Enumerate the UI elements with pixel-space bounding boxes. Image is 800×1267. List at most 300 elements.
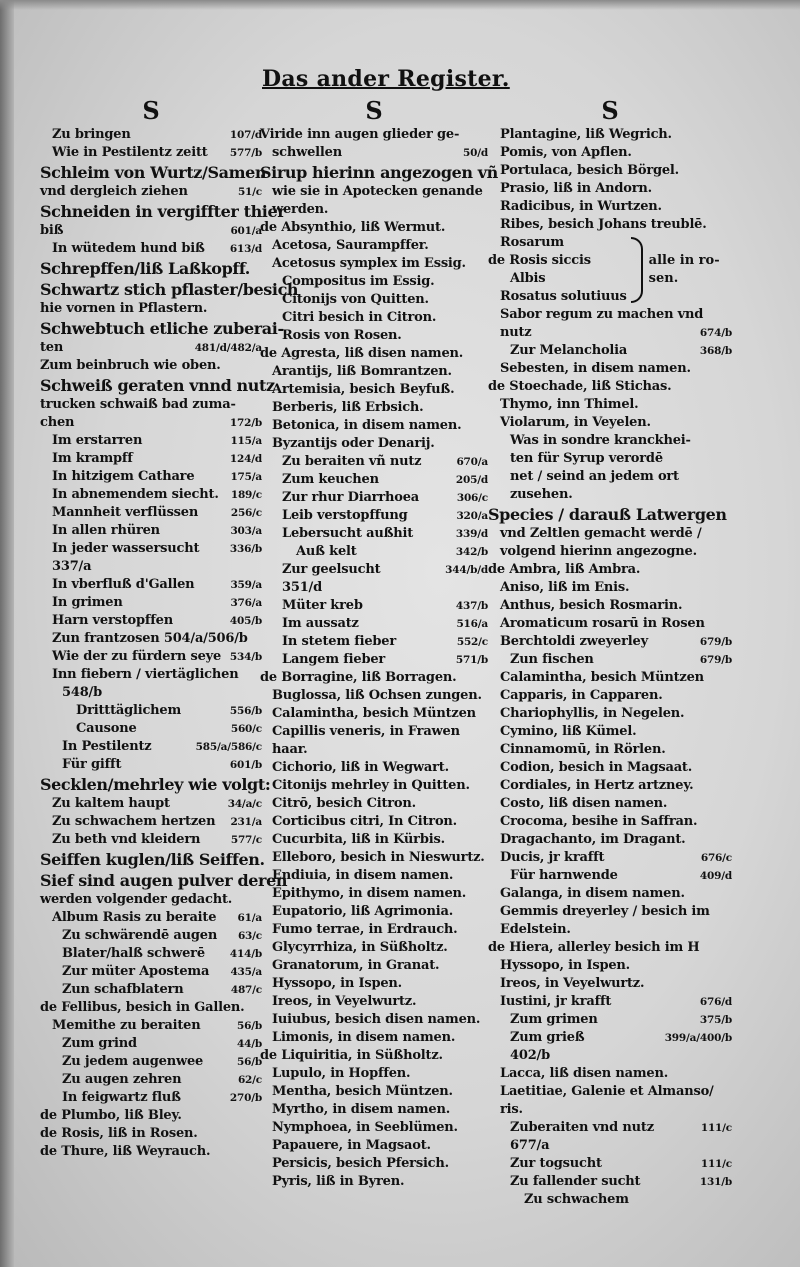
page-reference: 577/c	[230, 834, 262, 846]
entry-text: Zun fischen	[510, 652, 594, 667]
entry-text: Für gifft	[62, 757, 122, 772]
column-letter-heading: S	[142, 96, 160, 125]
index-entry	[488, 1029, 732, 1047]
index-entry	[40, 981, 262, 999]
entry-text: Im erstarren	[52, 433, 143, 448]
entry-text: Ribes, besich Johans treublē.	[500, 217, 707, 232]
index-entry	[260, 1047, 488, 1065]
entry-text: Inn fiebern / viertäglichen	[52, 667, 239, 682]
entry-text: Im krampff	[52, 451, 133, 466]
entry-text: Byzantijs oder Denarij.	[272, 436, 435, 451]
index-entry	[488, 777, 732, 795]
entry-text: chen	[40, 415, 75, 430]
entry-text: Arantijs, liß Bomrantzen.	[272, 364, 452, 379]
index-entry	[40, 486, 262, 504]
index-entry	[260, 993, 488, 1011]
index-entry	[40, 756, 262, 774]
entry-text: Laetitiae, Galenie et Almanso/	[500, 1084, 714, 1099]
index-entry	[488, 957, 732, 975]
entry-text: In jeder wassersucht	[52, 541, 200, 556]
index-entry	[260, 759, 488, 777]
index-entry	[40, 318, 284, 339]
page-top-shadow	[0, 0, 800, 10]
index-entry	[488, 741, 732, 759]
index-entry	[40, 612, 262, 630]
entry-text: Radicibus, in Wurtzen.	[500, 199, 662, 214]
index-entry	[40, 1107, 262, 1125]
page-reference: 571/b	[455, 654, 488, 666]
entry-text: Calamintha, besich Müntzen	[272, 706, 476, 721]
index-entry	[488, 396, 732, 414]
entry-text: Zu schwachem hertzen	[52, 814, 216, 829]
entry-text: Secklen/mehrley wie volgt:	[40, 775, 271, 794]
index-entry	[260, 849, 488, 867]
entry-text: Zur geelsucht	[282, 562, 381, 577]
index-entry	[40, 648, 262, 666]
entry-text: de Ambra, liß Ambra.	[488, 562, 641, 577]
index-entry	[260, 1137, 488, 1155]
page-reference: 516/a	[456, 618, 488, 630]
index-entry	[40, 144, 262, 162]
entry-text: Zum grieß	[510, 1030, 585, 1045]
index-entry	[488, 324, 732, 342]
entry-text: Zu schwachem	[524, 1192, 629, 1207]
entry-text: Acetosus symplex im Essig.	[272, 256, 466, 271]
entry-text: Portulaca, besich Börgel.	[500, 163, 679, 178]
entry-text: Schwartz stich pflaster/besich	[40, 280, 299, 299]
entry-text: 351/d	[282, 580, 322, 595]
index-entry	[488, 1173, 732, 1191]
index-entry	[40, 1017, 262, 1035]
entry-text: de Fellibus, besich in Gallen.	[40, 1000, 245, 1015]
entry-text: Iustini, jr krafft	[500, 994, 612, 1009]
page-reference: 61/a	[237, 912, 262, 924]
page-reference: 189/c	[230, 489, 262, 501]
index-entry	[488, 615, 732, 633]
page-reference: 111/c	[700, 1122, 732, 1134]
entry-text: Zu beth vnd kleidern	[52, 832, 201, 847]
entry-text: Pomis, von Apflen.	[500, 145, 632, 160]
entry-text: Corticibus citri, In Citron.	[272, 814, 457, 829]
index-entry	[488, 867, 732, 885]
entry-text: 548/b	[62, 685, 102, 700]
entry-text: Berberis, liß Erbsich.	[272, 400, 424, 415]
rosis-brace-group	[488, 234, 732, 306]
index-entry	[488, 723, 732, 741]
page-reference: 409/d	[699, 870, 732, 882]
index-entry	[260, 219, 488, 237]
entry-text: Zur rhur Diarrhoea	[282, 490, 419, 505]
page-reference: 56/b	[237, 1020, 262, 1032]
entry-text: Memithe zu beraiten	[52, 1018, 201, 1033]
brace-label	[649, 234, 720, 306]
index-entry	[260, 885, 488, 903]
page-reference: 670/a	[456, 456, 488, 468]
entry-text: de Hiera, allerley besich im H	[488, 940, 700, 955]
index-entry	[260, 975, 488, 993]
entry-text: Calamintha, besich Müntzen	[500, 670, 704, 685]
index-entry	[40, 540, 262, 558]
index-entry	[40, 630, 262, 648]
index-entry	[260, 795, 488, 813]
index-entry	[40, 999, 262, 1017]
entry-text: Blater/halß schwerē	[62, 946, 205, 961]
index-entry	[488, 921, 732, 939]
page-reference: 560/c	[230, 723, 262, 735]
index-entry	[40, 300, 262, 318]
index-entry	[488, 831, 732, 849]
index-entry	[260, 345, 488, 363]
entry-text: vnd dergleich ziehen	[40, 184, 188, 199]
index-entry	[488, 1083, 732, 1101]
index-entry	[260, 687, 488, 705]
index-entry	[40, 375, 275, 396]
page-reference: 405/b	[229, 615, 262, 627]
index-entry	[488, 486, 732, 504]
index-entry	[488, 795, 732, 813]
entry-text: nutz	[500, 325, 532, 340]
entry-text: Lupulo, in Hopffen.	[272, 1066, 411, 1081]
page-reference: 342/b	[455, 546, 488, 558]
index-entry	[488, 1065, 732, 1083]
entry-text: Persicis, besich Pfersich.	[272, 1156, 449, 1171]
index-entry	[488, 597, 732, 615]
index-entry	[40, 594, 262, 612]
index-entry	[488, 432, 732, 450]
entry-text: de Rosis, liß in Rosen.	[40, 1126, 198, 1141]
entry-text: Iuiubus, besich disen namen.	[272, 1012, 481, 1027]
entry-text: Hyssopo, in Ispen.	[272, 976, 403, 991]
entry-text: Dritttäglichem	[76, 703, 182, 718]
index-entry	[488, 1155, 732, 1173]
entry-text: Anthus, besich Rosmarin.	[500, 598, 683, 613]
entry-text: Species / darauß Latwergen	[488, 505, 727, 524]
page-reference: 359/a	[230, 579, 262, 591]
index-entry	[260, 417, 488, 435]
index-entry	[40, 258, 262, 279]
index-entry	[260, 561, 488, 579]
page-reference: 601/b	[229, 759, 262, 771]
index-entry	[260, 237, 488, 255]
index-entry	[40, 183, 262, 201]
entry-text: Zu fallender sucht	[510, 1174, 641, 1189]
entry-text: de Agresta, liß disen namen.	[260, 346, 464, 361]
entry-text: Endiuia, in disem namen.	[272, 868, 454, 883]
index-entry	[260, 471, 488, 489]
entry-text: 337/a	[52, 559, 92, 574]
entry-text: biß	[40, 223, 64, 238]
entry-text: Acetosa, Saurampffer.	[272, 238, 429, 253]
index-entry	[488, 525, 732, 543]
index-entry	[260, 291, 488, 309]
index-entry	[40, 738, 262, 756]
entry-text: Zu schwärendē augen	[62, 928, 218, 943]
index-entry	[260, 363, 488, 381]
entry-text: Sief sind augen pulver deren	[40, 871, 288, 890]
index-entry	[40, 813, 262, 831]
entry-text: Schneiden in vergiffter thier	[40, 202, 286, 221]
index-entry	[260, 741, 488, 759]
index-entry	[40, 963, 262, 981]
entry-text: Citonijs von Quitten.	[282, 292, 429, 307]
page-reference: 131/b	[699, 1176, 732, 1188]
page-reference: 111/c	[700, 1158, 732, 1170]
index-entry	[40, 849, 265, 870]
page-reference: 303/a	[230, 525, 262, 537]
index-entry	[260, 579, 488, 597]
index-entry	[488, 903, 732, 921]
entry-text: Zur müter Apostema	[62, 964, 210, 979]
index-entry	[40, 396, 262, 414]
entry-text: Costo, liß disen namen.	[500, 796, 668, 811]
entry-text: Berchtoldi zweyerley	[500, 634, 648, 649]
entry-text: Harn verstopffen	[52, 613, 173, 628]
index-entry	[260, 255, 488, 273]
index-entry	[260, 273, 488, 291]
entry-text: Glycyrrhiza, in Süßholtz.	[272, 940, 448, 955]
index-entry	[40, 1071, 262, 1089]
entry-text: Plantagine, liß Wegrich.	[500, 127, 672, 142]
entry-text: Zur togsucht	[510, 1156, 602, 1171]
entry-text: Cymino, liß Kümel.	[500, 724, 637, 739]
entry-text: schwellen	[272, 145, 342, 160]
index-entry	[260, 183, 488, 201]
page-reference: 344/b/d	[445, 564, 488, 576]
index-entry	[260, 162, 498, 183]
entry-text: Lebersucht außhit	[282, 526, 414, 541]
index-entry	[488, 1191, 732, 1209]
entry-text: In vberfluß d'Gallen	[52, 577, 195, 592]
index-entry	[260, 597, 488, 615]
entry-text: Prasio, liß in Andorn.	[500, 181, 652, 196]
index-entry	[260, 1011, 488, 1029]
page-reference: 399/a/400/b	[664, 1032, 732, 1044]
index-entry	[488, 414, 732, 432]
entry-text: Leib verstopffung	[282, 508, 408, 523]
page-reference: 437/b	[455, 600, 488, 612]
index-entry	[488, 306, 732, 324]
index-entry	[40, 414, 262, 432]
page-reference: 368/b	[699, 345, 732, 357]
entry-text: Seiffen kuglen/liß Seiffen.	[40, 850, 265, 869]
index-entry	[488, 705, 732, 723]
index-entry	[488, 126, 732, 144]
entry-text: Zu kaltem haupt	[52, 796, 170, 811]
entry-text: werden volgender gedacht.	[40, 892, 233, 907]
entry-text: Zum beinbruch wie oben.	[40, 358, 221, 373]
entry-text: Fumo terrae, in Erdrauch.	[272, 922, 458, 937]
page-reference: 481/d/482/a	[194, 342, 262, 354]
page-reference: 679/b	[699, 636, 732, 648]
entry-text: Zu beraiten vñ nutz	[282, 454, 422, 469]
page-reference: 534/b	[229, 651, 262, 663]
index-entry	[40, 576, 262, 594]
index-entry	[488, 543, 732, 561]
index-entry	[488, 1119, 732, 1137]
entry-text: hie vornen in Pflastern.	[40, 301, 208, 316]
entry-text: Viride inn augen glieder ge-	[260, 127, 460, 142]
index-entry	[260, 867, 488, 885]
page-reference: 205/d	[455, 474, 488, 486]
page-title: Das ander Register.	[262, 66, 510, 92]
entry-text: de Plumbo, liß Bley.	[40, 1108, 182, 1123]
brace-entry: Albis	[510, 271, 546, 286]
entry-text: Codion, besich in Magsaat.	[500, 760, 693, 775]
page-reference: 676/c	[700, 852, 732, 864]
index-entry	[40, 201, 286, 222]
index-entry	[260, 201, 488, 219]
entry-text: ris.	[500, 1102, 523, 1117]
entry-text: net / seind an jedem ort	[510, 469, 679, 484]
page-reference: 674/b	[699, 327, 732, 339]
entry-text: Cinnamomū, in Rörlen.	[500, 742, 666, 757]
entry-text: Compositus im Essig.	[282, 274, 435, 289]
index-entry	[40, 450, 262, 468]
index-entry	[260, 651, 488, 669]
page-reference: 63/c	[237, 930, 262, 942]
entry-text: Capillis veneris, in Frawen	[272, 724, 460, 739]
index-entry	[40, 240, 262, 258]
entry-text: In wütedem hund biß	[52, 241, 205, 256]
entry-text: Für harnwende	[510, 868, 618, 883]
entry-text: 677/a	[510, 1138, 550, 1153]
index-column-2	[260, 96, 498, 1191]
index-entry	[260, 957, 488, 975]
entry-text: Zur Melancholia	[510, 343, 628, 358]
entry-text: haar.	[272, 742, 308, 757]
page-reference: 613/d	[229, 243, 262, 255]
index-entry	[488, 144, 732, 162]
index-entry	[40, 1143, 262, 1161]
brace-label-line: sen.	[648, 271, 679, 286]
index-entry	[40, 831, 262, 849]
index-entry	[488, 561, 732, 579]
index-entry	[488, 216, 732, 234]
index-entry	[488, 1047, 732, 1065]
index-entry	[260, 813, 488, 831]
entry-text: Violarum, in Veyelen.	[500, 415, 651, 430]
index-entry	[488, 180, 732, 198]
index-entry	[260, 939, 488, 957]
page-reference: 34/a/c	[227, 798, 262, 810]
curly-brace-icon	[631, 237, 643, 303]
index-entry	[40, 357, 262, 375]
index-entry	[260, 1083, 488, 1101]
index-column-3	[488, 96, 732, 1209]
index-entry	[488, 450, 732, 468]
entry-text: In hitzigem Cathare	[52, 469, 195, 484]
entry-text: Elleboro, besich in Nieswurtz.	[272, 850, 485, 865]
index-entry	[260, 669, 488, 687]
index-entry	[260, 1029, 488, 1047]
page-reference: 44/b	[237, 1038, 262, 1050]
entry-text: Galanga, in disem namen.	[500, 886, 685, 901]
index-entry	[260, 777, 488, 795]
entry-text: 402/b	[510, 1048, 550, 1063]
index-entry	[488, 975, 732, 993]
index-entry	[260, 1065, 488, 1083]
index-entry	[488, 669, 732, 687]
entry-text: Dragachanto, im Dragant.	[500, 832, 686, 847]
index-entry	[40, 1125, 262, 1143]
index-entry	[488, 687, 732, 705]
index-entry	[260, 705, 488, 723]
entry-text: Capparis, in Capparen.	[500, 688, 663, 703]
column-letter-heading: S	[365, 96, 383, 125]
entry-text: trucken schwaiß bad zuma-	[40, 397, 236, 412]
index-entry	[260, 723, 488, 741]
page-reference: 62/c	[237, 1074, 262, 1086]
index-entry	[260, 921, 488, 939]
entry-text: Zum keuchen	[282, 472, 379, 487]
entry-text: Thymo, inn Thimel.	[500, 397, 639, 412]
index-entry	[260, 543, 488, 561]
entry-text: In grimen	[52, 595, 123, 610]
index-entry	[40, 795, 262, 813]
page-reference: 320/a	[456, 510, 488, 522]
page-reference: 124/d	[229, 453, 262, 465]
page-reference: 172/b	[229, 417, 262, 429]
index-entry	[40, 339, 262, 357]
index-entry	[40, 666, 262, 684]
entry-text: zusehen.	[510, 487, 573, 502]
index-entry	[40, 1035, 262, 1053]
index-entry	[260, 525, 488, 543]
page-reference: 414/b	[229, 948, 262, 960]
entry-text: ten	[40, 340, 64, 355]
entry-text: Langem fieber	[282, 652, 386, 667]
entry-text: vnd Zeltlen gemacht werdē /	[500, 526, 702, 541]
page-reference: 676/d	[699, 996, 732, 1008]
entry-text: In feigwartz fluß	[62, 1090, 181, 1105]
entry-text: de Thure, liß Weyrauch.	[40, 1144, 211, 1159]
page-reference: 231/a	[230, 816, 262, 828]
index-entry	[260, 381, 488, 399]
index-entry	[260, 615, 488, 633]
entry-text: Cordiales, in Hertz artzney.	[500, 778, 694, 793]
index-entry	[260, 1101, 488, 1119]
index-entry	[40, 558, 262, 576]
entry-text: Ireos, in Veyelwurtz.	[272, 994, 417, 1009]
entry-text: Auß kelt	[296, 544, 357, 559]
index-entry	[488, 651, 732, 669]
index-entry	[488, 342, 732, 360]
index-entry	[40, 927, 262, 945]
entry-text: Cichorio, liß in Wegwart.	[272, 760, 449, 775]
index-entry	[488, 939, 732, 957]
page-reference: 270/b	[229, 1092, 262, 1104]
index-entry	[488, 759, 732, 777]
page-reference: 175/a	[230, 471, 262, 483]
page-reference: 435/a	[230, 966, 262, 978]
index-entry	[488, 579, 732, 597]
index-entry	[488, 360, 732, 378]
entry-text: de Stoechade, liß Stichas.	[488, 379, 672, 394]
index-entry	[40, 468, 262, 486]
index-entry	[488, 378, 732, 396]
index-entry	[40, 909, 262, 927]
page-reference: 552/c	[456, 636, 488, 648]
index-entry	[488, 633, 732, 651]
index-entry	[488, 993, 732, 1011]
index-entry	[40, 684, 262, 702]
entry-text: Lacca, liß disen namen.	[500, 1066, 669, 1081]
page-reference: 601/a	[230, 225, 262, 237]
entry-text: Citrō, besich Citron.	[272, 796, 416, 811]
entry-text: Nymphoea, in Seeblümen.	[272, 1120, 458, 1135]
entry-text: Ireos, in Veyelwurtz.	[500, 976, 645, 991]
entry-text: Myrtho, in disem namen.	[272, 1102, 451, 1117]
